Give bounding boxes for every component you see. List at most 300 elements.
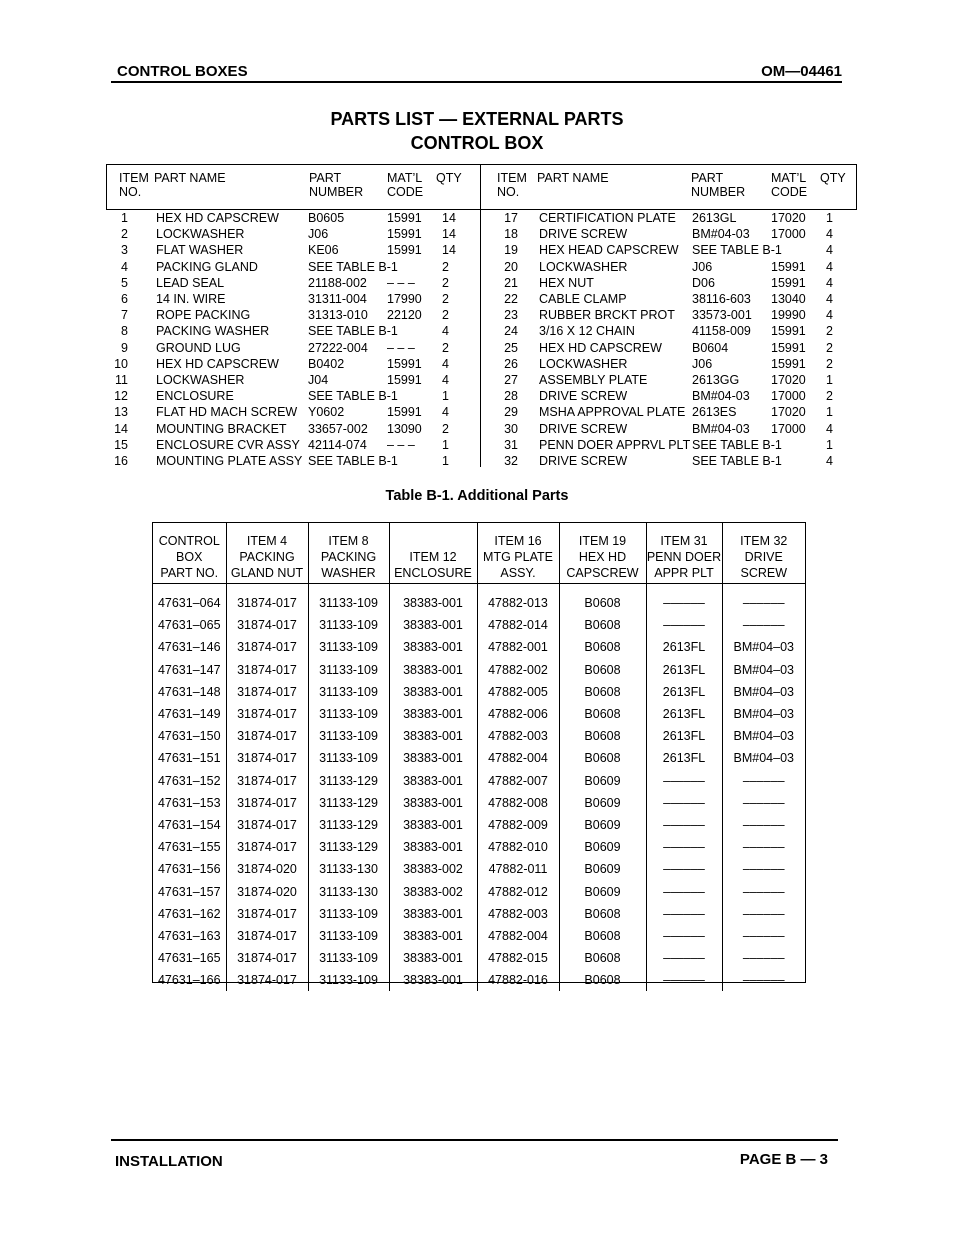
table-row xyxy=(153,836,805,858)
table-cell: 38383-001 xyxy=(389,969,477,991)
part-number: SEE TABLE B-1 xyxy=(308,324,398,339)
page-title: PARTS LIST — EXTERNAL PARTS xyxy=(330,109,624,129)
page-number: PAGE B — 3 xyxy=(739,1151,828,1168)
quantity: 2 xyxy=(442,259,449,274)
table-cell: 31874-017 xyxy=(226,614,308,636)
table-row xyxy=(153,614,805,636)
table-cell: –––––– xyxy=(646,903,722,925)
quantity: 1 xyxy=(442,454,449,468)
part-name: MOUNTING BRACKET xyxy=(156,421,287,436)
table-cell: 47882-003 xyxy=(477,725,559,747)
item-number: 2 xyxy=(121,227,128,242)
part-name: ROPE PACKING xyxy=(156,308,251,323)
table-row xyxy=(153,969,805,991)
item-number: 27 xyxy=(504,373,518,387)
item-number: 20 xyxy=(504,259,518,274)
table-cell: –––––– xyxy=(742,773,785,788)
table-cell: 31133-130 xyxy=(308,858,389,880)
table-cell: 47631–154 xyxy=(153,814,226,836)
table-cell: B0608 xyxy=(559,584,646,615)
part-number: SEE TABLE B-1 xyxy=(692,454,782,468)
table-cell: B0608 xyxy=(559,614,646,636)
table-cell: 31133-109 xyxy=(308,681,389,703)
table-cell: 2613FL xyxy=(646,703,722,725)
table-cell: B0608 xyxy=(559,903,646,925)
quantity: 2 xyxy=(826,340,833,355)
parts-row xyxy=(106,340,857,356)
footer-section: INSTALLATION xyxy=(115,1153,223,1170)
table-row xyxy=(153,903,805,925)
part-name: ASSEMBLY PLATE xyxy=(539,373,648,387)
item-number: 24 xyxy=(504,324,518,339)
material-code: 15991 xyxy=(387,405,422,420)
part-number: 42114-074 xyxy=(308,437,367,452)
quantity: 2 xyxy=(826,356,833,371)
table-cell: 31874-017 xyxy=(226,725,308,747)
table-cell: –––––– xyxy=(742,973,785,988)
material-code: 17020 xyxy=(771,373,806,387)
table-cell: –––––– xyxy=(646,614,722,636)
table-cell: B0609 xyxy=(559,836,646,858)
table-cell: 31874-017 xyxy=(226,659,308,681)
table-row xyxy=(153,636,805,658)
table-cell: 47631–146 xyxy=(153,636,226,658)
table-cell: 47631–152 xyxy=(153,770,226,792)
table-cell: 47882-001 xyxy=(477,636,559,658)
quantity: 1 xyxy=(826,211,833,225)
table-cell: 31133-130 xyxy=(308,880,389,902)
item-number: 19 xyxy=(504,243,518,258)
parts-row xyxy=(106,437,857,453)
part-number: 2613ES xyxy=(692,405,737,420)
part-number: J06 xyxy=(692,356,713,371)
item-number: 16 xyxy=(114,454,128,468)
table-cell: 47631–148 xyxy=(153,681,226,703)
material-code: 15991 xyxy=(771,356,806,371)
part-name: CERTIFICATION PLATE xyxy=(539,211,676,225)
table-cell: 31874-017 xyxy=(226,947,308,969)
material-code: 15991 xyxy=(387,243,422,258)
part-number: 33657-002 xyxy=(308,421,368,436)
table-cell: 31133-109 xyxy=(308,614,389,636)
table-cell: B0608 xyxy=(559,681,646,703)
quantity: 4 xyxy=(442,373,449,387)
parts-row xyxy=(106,291,857,307)
table-cell: 38383-001 xyxy=(389,947,477,969)
part-number: SEE TABLE B-1 xyxy=(308,389,398,404)
table-cell: 31133-109 xyxy=(308,903,389,925)
table-cell: 47882-016 xyxy=(477,969,559,991)
table-cell: 31874-020 xyxy=(226,880,308,902)
table-cell: 38383-002 xyxy=(389,858,477,880)
item-number: 9 xyxy=(121,340,128,355)
table-cell: 47631–166 xyxy=(153,969,226,991)
table-cell: 31874-017 xyxy=(226,814,308,836)
table-cell: 31133-129 xyxy=(308,792,389,814)
part-name: 14 IN. WIRE xyxy=(156,292,226,306)
table-cell: 31874-017 xyxy=(226,969,308,991)
part-number: SEE TABLE B-1 xyxy=(308,454,398,468)
item-number: 31 xyxy=(504,437,518,452)
part-name: LOCKWASHER xyxy=(539,356,628,371)
column-header: ITEM 8 PACKING WASHER xyxy=(308,523,389,584)
header-part-number: PART NUMBER xyxy=(309,171,364,199)
table-cell: B0609 xyxy=(559,792,646,814)
column-header: ITEM 16 MTG PLATE ASSY. xyxy=(477,523,559,584)
material-code: 22120 xyxy=(387,308,422,323)
header-item-no: ITEM NO. xyxy=(497,171,527,199)
item-number: 11 xyxy=(115,373,128,387)
part-number: B0402 xyxy=(308,356,345,371)
material-code: 13090 xyxy=(387,421,422,436)
material-code: 15991 xyxy=(771,324,806,339)
table-cell: –––––– xyxy=(646,858,722,880)
material-code: 17990 xyxy=(387,292,422,306)
part-name: PACKING GLAND xyxy=(156,259,258,274)
table-row xyxy=(153,947,805,969)
part-name: GROUND LUG xyxy=(156,340,241,355)
header-part-name: PART NAME xyxy=(537,171,609,185)
item-number: 21 xyxy=(504,275,518,290)
part-name: HEX HEAD CAPSCREW xyxy=(539,243,679,258)
item-number: 22 xyxy=(504,292,518,306)
part-name: LOCKWASHER xyxy=(539,259,628,274)
quantity: 2 xyxy=(442,340,449,355)
table-cell: 47882-013 xyxy=(477,584,559,615)
part-number: SEE TABLE B-1 xyxy=(692,437,782,452)
item-number: 3 xyxy=(121,243,128,258)
item-number: 7 xyxy=(121,308,128,323)
part-name: FLAT HD MACH SCREW xyxy=(156,405,298,420)
table-row xyxy=(153,703,805,725)
table-cell: B0608 xyxy=(559,725,646,747)
part-name: DRIVE SCREW xyxy=(539,389,628,404)
table-cell: B0609 xyxy=(559,814,646,836)
part-name: MSHA APPROVAL PLATE xyxy=(539,405,686,420)
part-number: SEE TABLE B-1 xyxy=(308,259,398,274)
table-cell: –––––– xyxy=(646,880,722,902)
table-row xyxy=(153,584,805,615)
table-cell: B0608 xyxy=(559,659,646,681)
quantity: 4 xyxy=(442,356,449,371)
table-cell: 47882-012 xyxy=(477,880,559,902)
item-number: 29 xyxy=(504,405,518,420)
item-number: 4 xyxy=(121,259,128,274)
table-cell: –––––– xyxy=(742,884,785,899)
item-number: 14 xyxy=(114,421,128,436)
part-name: MOUNTING PLATE ASSY xyxy=(156,454,303,468)
part-number: 31311-004 xyxy=(308,292,367,306)
table-row xyxy=(153,880,805,902)
table-cell: 38383-001 xyxy=(389,636,477,658)
material-code: 15991 xyxy=(771,340,806,355)
item-number: 17 xyxy=(504,211,518,225)
part-number: SEE TABLE B-1 xyxy=(692,243,782,258)
part-number: 38116-603 xyxy=(692,292,751,306)
part-number: Y0602 xyxy=(308,405,345,420)
table-cell: 38383-001 xyxy=(389,681,477,703)
table-cell: 31133-109 xyxy=(308,747,389,769)
table-cell: –––––– xyxy=(742,817,785,832)
quantity: 4 xyxy=(442,324,449,339)
part-number: J06 xyxy=(692,259,713,274)
material-code: 17000 xyxy=(771,227,806,242)
quantity: 1 xyxy=(442,437,449,452)
part-name: DRIVE SCREW xyxy=(539,227,628,242)
item-number: 30 xyxy=(504,421,518,436)
table-cell: BM#04–03 xyxy=(733,751,794,766)
table-cell: B0608 xyxy=(559,636,646,658)
table-cell: –––––– xyxy=(742,906,785,921)
part-number: J06 xyxy=(308,227,329,242)
quantity: 2 xyxy=(826,324,833,339)
part-number: B0604 xyxy=(692,340,729,355)
quantity: 2 xyxy=(442,292,449,306)
header-qty: QTY xyxy=(436,171,462,185)
table-cell: B0608 xyxy=(559,947,646,969)
material-code: – – – xyxy=(387,275,415,290)
header-matl-code: MAT’L CODE xyxy=(387,171,424,199)
part-name: LOCKWASHER xyxy=(156,373,245,387)
table-row xyxy=(153,925,805,947)
table-cell: –––––– xyxy=(742,618,785,633)
table-cell: 38383-001 xyxy=(389,770,477,792)
part-name: HEX HD CAPSCREW xyxy=(539,340,662,355)
table-cell: BM#04–03 xyxy=(733,662,794,677)
table-cell: 47631–155 xyxy=(153,836,226,858)
part-name: CABLE CLAMP xyxy=(539,292,627,306)
table-cell: 2613FL xyxy=(646,681,722,703)
table-cell: 38383-001 xyxy=(389,836,477,858)
table-cell: 31874-017 xyxy=(226,770,308,792)
part-name: PACKING WASHER xyxy=(156,324,270,339)
item-number: 25 xyxy=(504,340,518,355)
table-cell: 31874-017 xyxy=(226,792,308,814)
quantity: 2 xyxy=(442,308,449,323)
column-header: ITEM 4 PACKING GLAND NUT xyxy=(226,523,308,584)
part-number: 21188-002 xyxy=(308,275,367,290)
table-cell: 38383-001 xyxy=(389,584,477,615)
parts-row xyxy=(106,453,857,469)
quantity: 1 xyxy=(826,405,833,420)
header-part-number: PART NUMBER xyxy=(691,171,746,199)
material-code: 15991 xyxy=(387,356,422,371)
part-name: FLAT WASHER xyxy=(156,243,244,258)
table-cell: 2613FL xyxy=(646,725,722,747)
table-cell: 31874-017 xyxy=(226,584,308,615)
document-number: OM—04461 xyxy=(761,63,842,80)
table-cell: B0608 xyxy=(559,703,646,725)
table-cell: 47882-007 xyxy=(477,770,559,792)
table-cell: –––––– xyxy=(646,969,722,991)
item-number: 8 xyxy=(121,324,128,339)
parts-row xyxy=(106,372,857,388)
quantity: 1 xyxy=(442,389,449,404)
table-cell: 47882-003 xyxy=(477,903,559,925)
part-name: HEX HD CAPSCREW xyxy=(156,211,279,225)
table-cell: 47882-011 xyxy=(477,858,559,880)
table-cell: –––––– xyxy=(646,836,722,858)
item-number: 13 xyxy=(114,405,128,420)
parts-row xyxy=(106,323,857,339)
item-number: 1 xyxy=(121,211,128,225)
part-number: B0605 xyxy=(308,211,345,225)
table-cell: –––––– xyxy=(742,951,785,966)
part-name: HEX HD CAPSCREW xyxy=(156,356,279,371)
table-row xyxy=(153,814,805,836)
table-row xyxy=(153,858,805,880)
part-name: RUBBER BRCKT PROT xyxy=(539,308,675,323)
material-code: 15991 xyxy=(771,259,806,274)
column-header: ITEM 19 HEX HD CAPSCREW xyxy=(559,523,646,584)
item-number: 28 xyxy=(504,389,518,404)
table-cell: 31874-017 xyxy=(226,703,308,725)
part-number: KE06 xyxy=(308,243,339,258)
table-cell: 47631–156 xyxy=(153,858,226,880)
table-cell: 31874-017 xyxy=(226,903,308,925)
item-number: 12 xyxy=(114,389,128,404)
table-cell: 47882-009 xyxy=(477,814,559,836)
table-cell: 47882-008 xyxy=(477,792,559,814)
table-cell: 31874-017 xyxy=(226,636,308,658)
table-cell: 47631–157 xyxy=(153,880,226,902)
material-code: 17020 xyxy=(771,405,806,420)
table-cell: 38383-001 xyxy=(389,659,477,681)
quantity: 2 xyxy=(826,389,833,404)
material-code: 15991 xyxy=(387,227,422,242)
table-cell: 47631–064 xyxy=(153,584,226,615)
table-cell: B0609 xyxy=(559,770,646,792)
part-name: DRIVE SCREW xyxy=(539,454,628,468)
part-name: 3/16 X 12 CHAIN xyxy=(539,324,635,339)
table-cell: 31133-109 xyxy=(308,969,389,991)
table-cell: 47631–147 xyxy=(153,659,226,681)
table-cell: –––––– xyxy=(646,770,722,792)
table-cell: 31133-109 xyxy=(308,659,389,681)
table-cell: –––––– xyxy=(742,862,785,877)
quantity: 14 xyxy=(442,243,456,258)
table-cell: 47631–065 xyxy=(153,614,226,636)
table-cell: 47882-004 xyxy=(477,925,559,947)
table-cell: 31133-109 xyxy=(308,925,389,947)
section-title: CONTROL BOXES xyxy=(117,63,248,80)
table-cell: 38383-001 xyxy=(389,814,477,836)
column-divider xyxy=(480,164,481,210)
table-cell: 31133-129 xyxy=(308,770,389,792)
quantity: 4 xyxy=(826,308,833,323)
table-cell: 38383-001 xyxy=(389,703,477,725)
item-number: 23 xyxy=(504,308,518,323)
table-cell: 31133-129 xyxy=(308,814,389,836)
table-row xyxy=(153,792,805,814)
quantity: 4 xyxy=(826,227,833,242)
quantity: 14 xyxy=(442,211,456,225)
additional-parts-table xyxy=(152,522,806,988)
table-caption: Table B-1. Additional Parts xyxy=(385,488,569,504)
column-header: ITEM 32 DRIVE SCREW xyxy=(722,523,805,584)
table-cell: –––––– xyxy=(646,792,722,814)
item-number: 32 xyxy=(504,454,518,468)
table-cell: 31874-017 xyxy=(226,925,308,947)
quantity: 14 xyxy=(442,227,456,242)
header-part-name: PART NAME xyxy=(154,171,226,185)
table-row xyxy=(153,770,805,792)
quantity: 4 xyxy=(826,275,833,290)
table-cell: 31133-109 xyxy=(308,947,389,969)
table-cell: 47882-005 xyxy=(477,681,559,703)
table-cell: 38383-001 xyxy=(389,747,477,769)
table-cell: 47882-002 xyxy=(477,659,559,681)
item-number: 5 xyxy=(121,275,128,290)
material-code: 13040 xyxy=(771,292,806,306)
table-cell: 47631–151 xyxy=(153,747,226,769)
table-cell: 47631–163 xyxy=(153,925,226,947)
material-code: 15991 xyxy=(387,373,422,387)
table-cell: B0608 xyxy=(559,969,646,991)
table-cell: –––––– xyxy=(646,814,722,836)
parts-row xyxy=(106,388,857,404)
part-number: 2613GL xyxy=(692,211,737,225)
table-cell: 47631–153 xyxy=(153,792,226,814)
part-number: D06 xyxy=(692,275,715,290)
table-cell: –––––– xyxy=(646,584,722,615)
table-cell: 47882-004 xyxy=(477,747,559,769)
table-cell: BM#04–03 xyxy=(733,707,794,722)
table-cell: 38383-001 xyxy=(389,614,477,636)
header-matl-code: MAT’L CODE xyxy=(771,171,808,199)
column-header: CONTROL BOX PART NO. xyxy=(153,523,226,584)
quantity: 4 xyxy=(826,259,833,274)
part-number: BM#04-03 xyxy=(692,421,750,436)
part-number: BM#04-03 xyxy=(692,227,750,242)
header-qty: QTY xyxy=(820,171,846,185)
material-code: 17000 xyxy=(771,421,806,436)
parts-row xyxy=(106,404,857,420)
material-code: – – – xyxy=(387,437,415,452)
table-cell: –––––– xyxy=(742,928,785,943)
table-cell: 47882-006 xyxy=(477,703,559,725)
table-cell: –––––– xyxy=(742,596,785,611)
item-number: 18 xyxy=(504,227,518,242)
material-code: 19990 xyxy=(771,308,806,323)
table-cell: –––––– xyxy=(742,840,785,855)
parts-row xyxy=(106,210,857,226)
table-row xyxy=(153,747,805,769)
table-cell: 31874-020 xyxy=(226,858,308,880)
parts-row xyxy=(106,259,857,275)
table-cell: –––––– xyxy=(742,795,785,810)
part-number: J04 xyxy=(308,373,329,387)
header-item-no: ITEM NO. xyxy=(119,171,149,199)
table-cell: 31874-017 xyxy=(226,747,308,769)
quantity: 2 xyxy=(442,421,449,436)
quantity: 2 xyxy=(442,275,449,290)
table-cell: –––––– xyxy=(646,947,722,969)
table-row xyxy=(153,725,805,747)
table-cell: 38383-001 xyxy=(389,725,477,747)
part-name: PENN DOER APPRVL PLT xyxy=(539,437,691,452)
table-cell: 2613FL xyxy=(646,636,722,658)
part-number: 27222-004 xyxy=(308,340,368,355)
quantity: 4 xyxy=(826,454,833,468)
item-number: 15 xyxy=(114,437,128,452)
table-row xyxy=(153,659,805,681)
table-cell: 2613FL xyxy=(646,659,722,681)
table-row xyxy=(153,681,805,703)
column-header: ITEM 31 PENN DOER APPR PLT xyxy=(646,523,722,584)
parts-list-table xyxy=(106,164,857,467)
table-cell: 31133-109 xyxy=(308,584,389,615)
